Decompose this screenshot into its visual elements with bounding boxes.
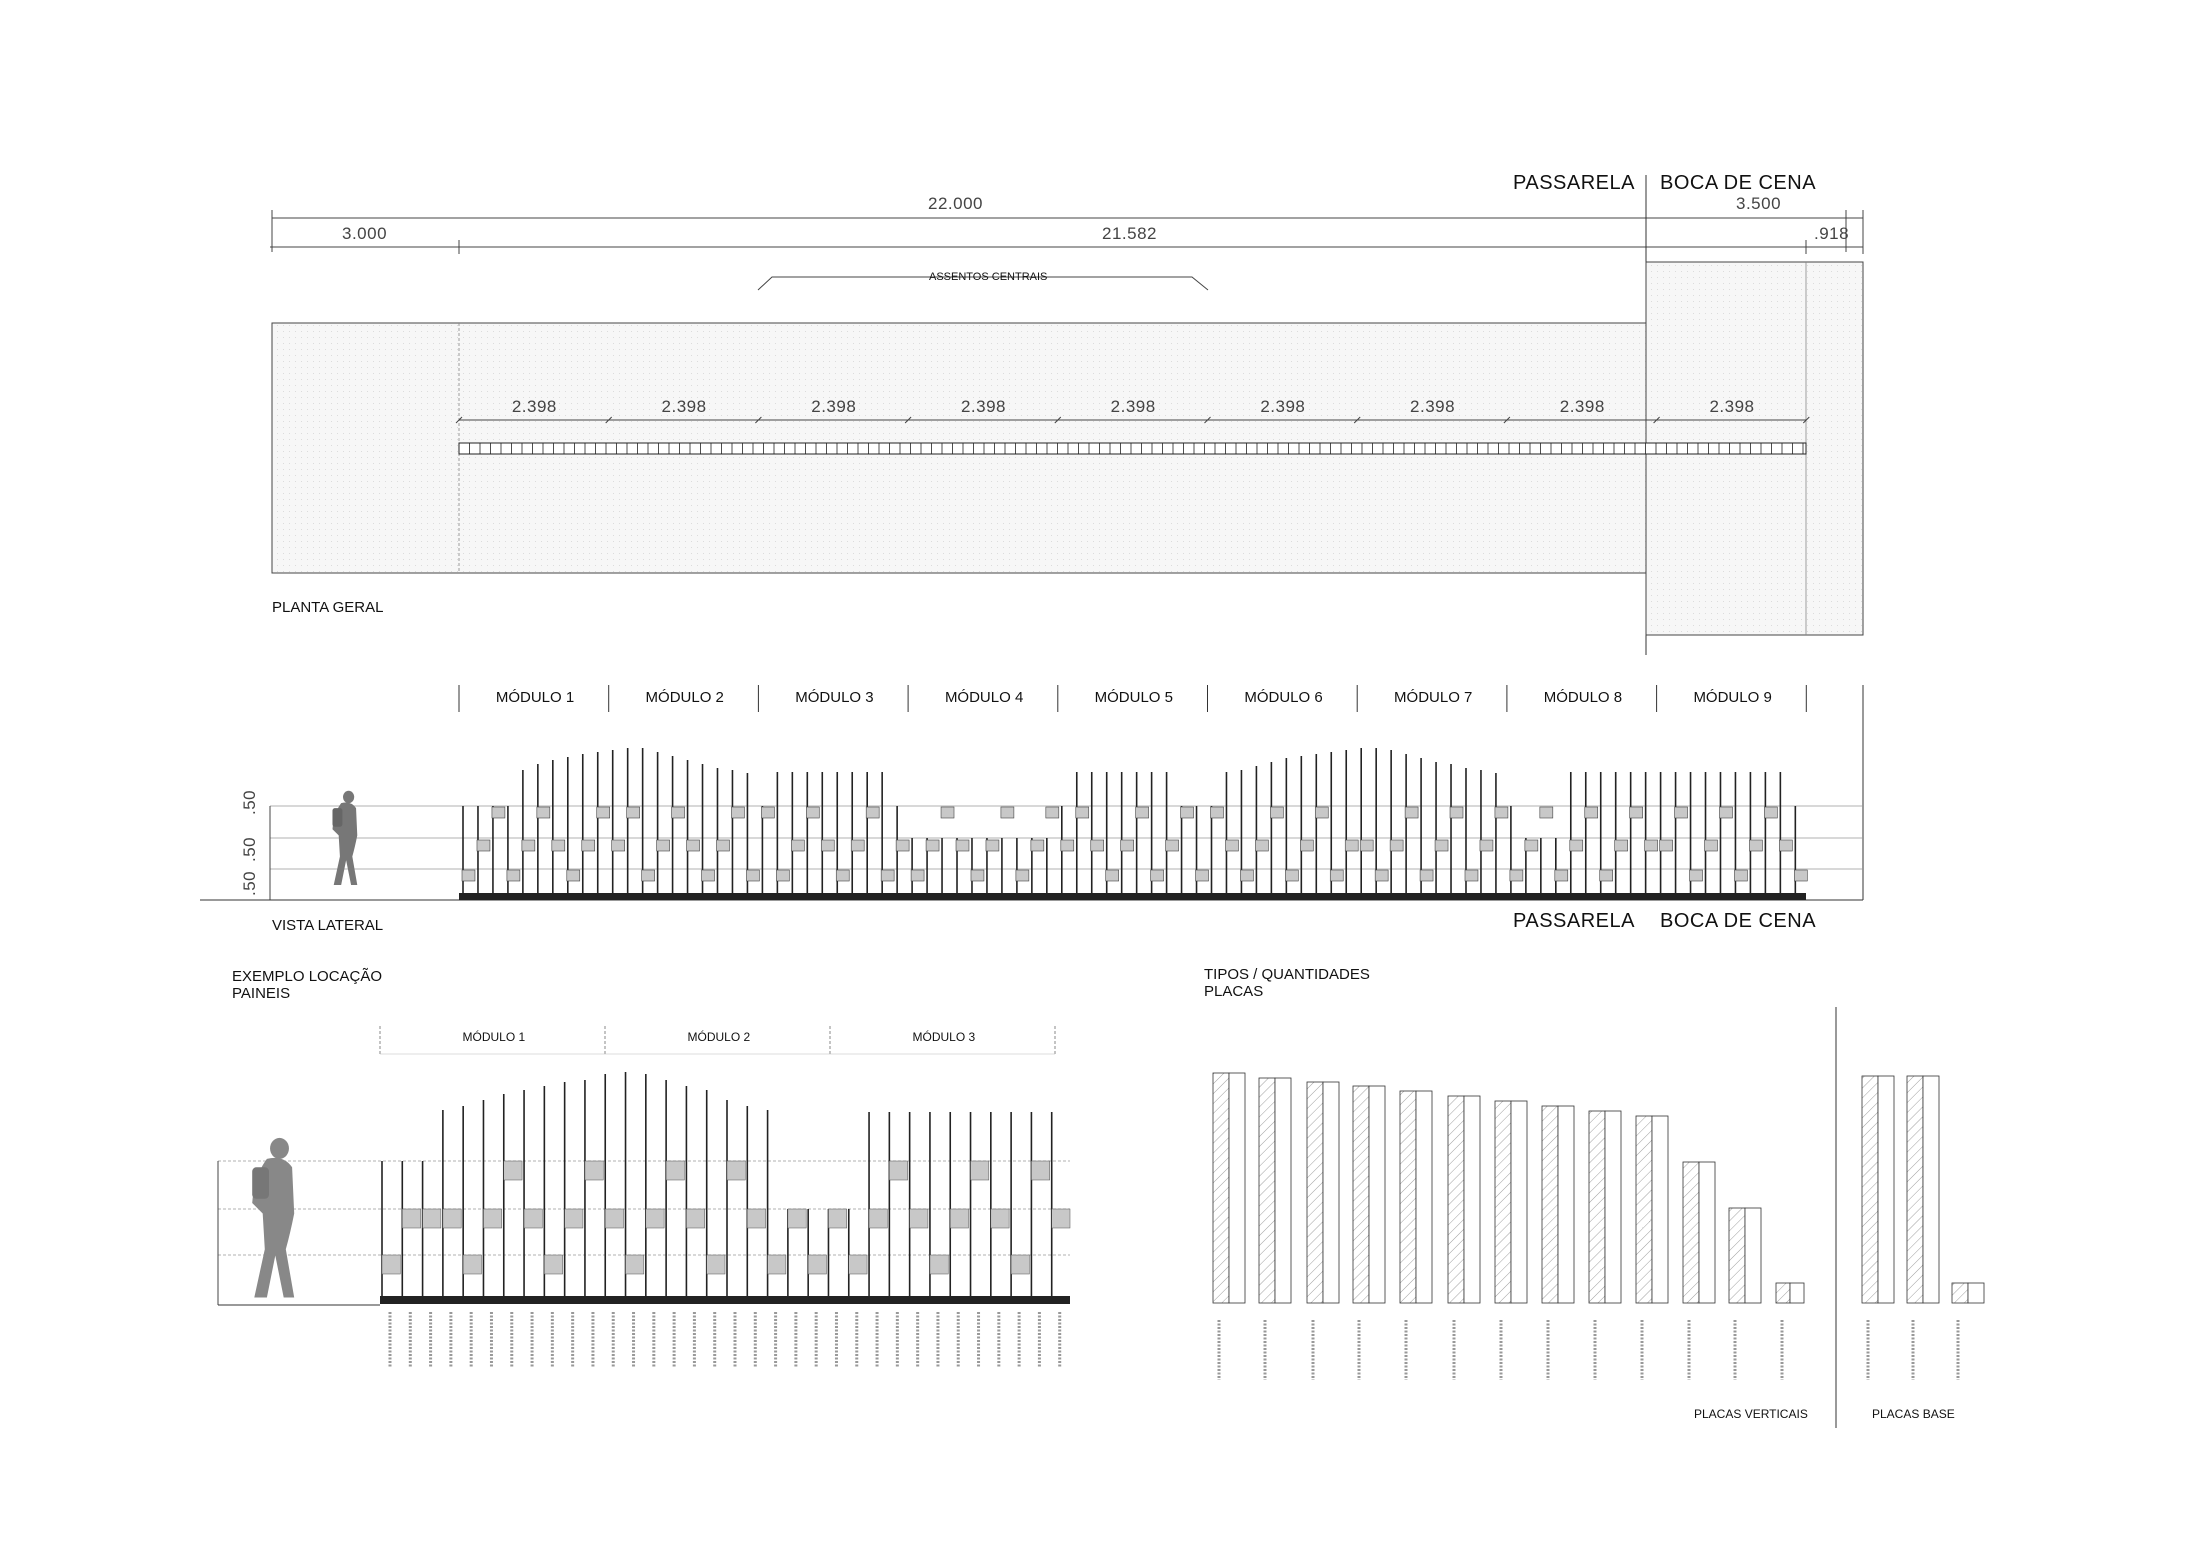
elevation-module-label-6: MÓDULO 6 — [1244, 689, 1323, 706]
vertical-plate-face — [1229, 1073, 1245, 1303]
panel-block — [926, 840, 939, 851]
example-panel-block — [889, 1161, 907, 1180]
panel-block — [1734, 870, 1747, 881]
example-panel-block — [1011, 1255, 1029, 1274]
vertical-plate-hatched — [1636, 1116, 1652, 1303]
elevation-module-label-4: MÓDULO 4 — [944, 689, 1024, 706]
panel-block — [1031, 840, 1044, 851]
panel-block — [1510, 870, 1523, 881]
panel-block — [1061, 840, 1074, 851]
panel-block — [507, 870, 520, 881]
panel-block — [1390, 840, 1403, 851]
vertical-plate-face — [1464, 1096, 1480, 1303]
example-panel-block — [423, 1209, 441, 1228]
elevation-module-label-7: MÓDULO 7 — [1394, 689, 1473, 706]
panel-block — [1240, 870, 1253, 881]
example-panel-block — [646, 1209, 664, 1228]
level-label-bottom: .50 — [240, 870, 259, 896]
panel-block — [627, 807, 640, 818]
panel-block — [956, 840, 969, 851]
types-title-line2: PLACAS — [1204, 983, 1264, 1000]
panel-block — [971, 870, 984, 881]
vertical-plate-hatched — [1542, 1106, 1558, 1303]
person-walking-icon — [252, 1138, 294, 1298]
panel-block — [851, 840, 864, 851]
panel-types — [1213, 1007, 1984, 1428]
vertical-plate-hatched — [1259, 1078, 1275, 1303]
walkway-base — [459, 893, 1806, 900]
base-plate-face — [1923, 1076, 1939, 1303]
example-panels — [382, 1072, 1070, 1298]
dim-end: .918 — [1814, 224, 1850, 243]
panel-block — [477, 840, 490, 851]
side-elevation — [200, 685, 1863, 900]
panel-block — [1315, 807, 1328, 818]
base-plate-small-face — [1968, 1283, 1984, 1303]
panel-block — [1465, 870, 1478, 881]
label-boca-de-cena-top: BOCA DE CENA — [1660, 172, 1817, 194]
panel-block — [492, 807, 505, 818]
example-panel-block — [483, 1209, 501, 1228]
panel-block — [612, 840, 625, 851]
vertical-plate-hatched — [1589, 1111, 1605, 1303]
base-plate-face — [1878, 1076, 1894, 1303]
panel-block — [537, 807, 550, 818]
panel-block — [1330, 870, 1343, 881]
panel-block — [776, 870, 789, 881]
elevation-title: VISTA LATERAL — [272, 917, 384, 934]
panel-block — [791, 840, 804, 851]
vertical-plate-face — [1416, 1091, 1432, 1303]
panel-block — [522, 840, 535, 851]
panel-block — [1001, 807, 1014, 818]
panel-block — [1570, 840, 1583, 851]
vertical-plate-face — [1558, 1106, 1574, 1303]
panel-block — [1615, 840, 1628, 851]
panel-block — [731, 807, 744, 818]
example-panel-block — [1052, 1209, 1070, 1228]
vertical-plate-face — [1511, 1101, 1527, 1303]
panel-block — [672, 807, 685, 818]
example-panel-block — [626, 1255, 644, 1274]
example-module-label-2: MÓDULO 2 — [687, 1030, 751, 1044]
example-panel-block — [504, 1161, 522, 1180]
panel-block — [1255, 840, 1268, 851]
panel-block — [746, 870, 759, 881]
panel-block — [1136, 807, 1149, 818]
panel-block — [1285, 870, 1298, 881]
vertical-plate-hatched — [1448, 1096, 1464, 1303]
panel-block — [1630, 807, 1643, 818]
panel-block — [1405, 807, 1418, 818]
module-dimension-4: 2.398 — [960, 397, 1006, 416]
plan-title: PLANTA GERAL — [272, 599, 384, 616]
panel-block — [1555, 870, 1568, 881]
example-panel-block — [402, 1209, 420, 1228]
vertical-plates-label: PLACAS VERTICAIS — [1694, 1407, 1808, 1421]
vertical-plate-face — [1369, 1086, 1385, 1303]
panel-block — [821, 840, 834, 851]
panel-block — [1076, 807, 1089, 818]
panel-block — [1016, 870, 1029, 881]
plan-view — [270, 175, 1863, 655]
vertical-plate-hatched — [1353, 1086, 1369, 1303]
panel-block — [836, 870, 849, 881]
panel-block — [687, 840, 700, 851]
example-panel-block — [666, 1161, 684, 1180]
panel-block — [1600, 870, 1613, 881]
panel-block — [806, 807, 819, 818]
panel-block — [1690, 870, 1703, 881]
panel-block — [1719, 807, 1732, 818]
elevation-module-label-2: MÓDULO 2 — [645, 689, 724, 706]
panel-block — [1675, 807, 1688, 818]
example-panel-block — [971, 1161, 989, 1180]
example-panel-block — [768, 1255, 786, 1274]
example-panel-block — [463, 1255, 481, 1274]
panel-block — [1211, 807, 1224, 818]
example-title-line2: PAINEIS — [232, 985, 291, 1002]
vertical-plate-face — [1275, 1078, 1291, 1303]
panel-block — [1794, 870, 1807, 881]
example-panel-block — [727, 1161, 745, 1180]
example-panel-block — [707, 1255, 725, 1274]
example-panel-block — [788, 1209, 806, 1228]
panel-block — [552, 840, 565, 851]
panel-block — [866, 807, 879, 818]
example-panel-block — [910, 1209, 928, 1228]
panel-block — [702, 870, 715, 881]
panel-block — [716, 840, 729, 851]
example-module-label-1: MÓDULO 1 — [462, 1030, 526, 1044]
example-panel-block — [991, 1209, 1009, 1228]
example-panel-block — [828, 1209, 846, 1228]
example-panel-block — [382, 1255, 400, 1274]
panel-block — [567, 870, 580, 881]
base-plates-label: PLACAS BASE — [1872, 1407, 1955, 1421]
panel-block — [986, 840, 999, 851]
elevation-module-label-1: MÓDULO 1 — [495, 689, 575, 706]
example-panel-block — [1031, 1161, 1049, 1180]
elevation-panels — [462, 748, 1807, 893]
example-module-label-3: MÓDULO 3 — [912, 1030, 976, 1044]
panel-block — [1166, 840, 1179, 851]
elevation-module-label-9: MÓDULO 9 — [1693, 689, 1772, 706]
panel-block — [881, 870, 894, 881]
panel-block — [896, 840, 909, 851]
vertical-plate-hatched — [1683, 1162, 1699, 1303]
example-panel-block — [747, 1209, 765, 1228]
vertical-plate-face — [1605, 1111, 1621, 1303]
panel-block — [1540, 807, 1553, 818]
vertical-plate-hatched — [1776, 1283, 1790, 1303]
module-dimension-5: 2.398 — [1110, 397, 1156, 416]
panel-block — [1091, 840, 1104, 851]
panel-block — [597, 807, 610, 818]
example-panel-block — [686, 1209, 704, 1228]
types-title-line1: TIPOS / QUANTIDADES — [1204, 966, 1370, 983]
level-label-top: .50 — [240, 789, 259, 815]
vertical-plate-hatched — [1213, 1073, 1229, 1303]
dim-left: 3.000 — [342, 224, 388, 243]
panel-block — [1749, 840, 1762, 851]
dim-main: 21.582 — [1102, 224, 1157, 243]
example-panel-block — [565, 1209, 583, 1228]
panel-block — [1106, 870, 1119, 881]
panel-type-list — [1213, 1073, 1984, 1380]
panel-block — [1525, 840, 1538, 851]
panel-block — [462, 870, 475, 881]
panel-block — [1360, 840, 1373, 851]
module-dimension-8: 2.398 — [1559, 397, 1605, 416]
base-plate-hatched — [1862, 1076, 1878, 1303]
panel-block — [1495, 807, 1508, 818]
panel-block — [1375, 870, 1388, 881]
panel-block — [1270, 807, 1283, 818]
panel-block — [1300, 840, 1313, 851]
vertical-plate-hatched — [1307, 1082, 1323, 1303]
elevation-module-label-8: MÓDULO 8 — [1543, 689, 1623, 706]
example-panel-block — [930, 1255, 948, 1274]
vertical-plate-hatched — [1400, 1091, 1416, 1303]
panel-block — [911, 870, 924, 881]
module-dimension-6: 2.398 — [1260, 397, 1306, 416]
vertical-plate-hatched — [1495, 1101, 1511, 1303]
panel-block — [1121, 840, 1134, 851]
module-dimension-2: 2.398 — [661, 397, 707, 416]
panel-block — [1779, 840, 1792, 851]
example-panel-block — [585, 1161, 603, 1180]
example-panel-block — [544, 1255, 562, 1274]
example-panel-block — [443, 1209, 461, 1228]
example-panel-captions — [390, 1312, 1060, 1368]
panel-block — [1181, 807, 1194, 818]
module-dimension-1: 2.398 — [511, 397, 557, 416]
module-dimension-7: 2.398 — [1410, 397, 1456, 416]
module-dimension-9: 2.398 — [1709, 397, 1755, 416]
vertical-plate-face — [1699, 1162, 1715, 1303]
example-panel-block — [808, 1255, 826, 1274]
label-boca-de-cena-bottom: BOCA DE CENA — [1660, 910, 1817, 932]
panel-block — [582, 840, 595, 851]
panel-block — [941, 807, 954, 818]
panel-block — [1660, 840, 1673, 851]
elevation-module-label-5: MÓDULO 5 — [1094, 689, 1173, 706]
seats-label: ASSENTOS CENTRAIS — [929, 271, 1048, 283]
panel-block — [761, 807, 774, 818]
vertical-plate-face — [1652, 1116, 1668, 1303]
panel-block — [657, 840, 670, 851]
level-label-middle: .50 — [240, 836, 259, 862]
vertical-plate-face — [1745, 1208, 1761, 1303]
panel-block — [1151, 870, 1164, 881]
panel-block — [1345, 840, 1358, 851]
panel-block — [1645, 840, 1658, 851]
example-panel-block — [950, 1209, 968, 1228]
example-panel-block — [869, 1209, 887, 1228]
panel-block — [1225, 840, 1238, 851]
panel-example — [218, 1026, 1070, 1368]
panel-block — [1585, 807, 1598, 818]
panel-block — [1705, 840, 1718, 851]
example-panel-block — [605, 1209, 623, 1228]
elevation-module-label-3: MÓDULO 3 — [795, 689, 874, 706]
panel-block — [1420, 870, 1433, 881]
base-plate-hatched — [1907, 1076, 1923, 1303]
panel-block — [1046, 807, 1059, 818]
panel-block — [1450, 807, 1463, 818]
base-plate-small-hatched — [1952, 1283, 1968, 1303]
dim-stage: 3.500 — [1736, 194, 1782, 213]
example-title-line1: EXEMPLO LOCAÇÃO — [232, 968, 383, 985]
vertical-plate-hatched — [1729, 1208, 1745, 1303]
panel-block — [642, 870, 655, 881]
dim-total: 22.000 — [928, 194, 983, 213]
vertical-plate-face — [1790, 1283, 1804, 1303]
vertical-plate-face — [1323, 1082, 1339, 1303]
panel-block — [1196, 870, 1209, 881]
panel-block — [1435, 840, 1448, 851]
label-passarela-bottom: PASSARELA — [1513, 910, 1635, 932]
label-passarela-top: PASSARELA — [1513, 172, 1635, 194]
module-dimension-3: 2.398 — [811, 397, 857, 416]
example-panel-block — [524, 1209, 542, 1228]
panel-block — [1480, 840, 1493, 851]
example-panel-block — [849, 1255, 867, 1274]
panel-block — [1764, 807, 1777, 818]
